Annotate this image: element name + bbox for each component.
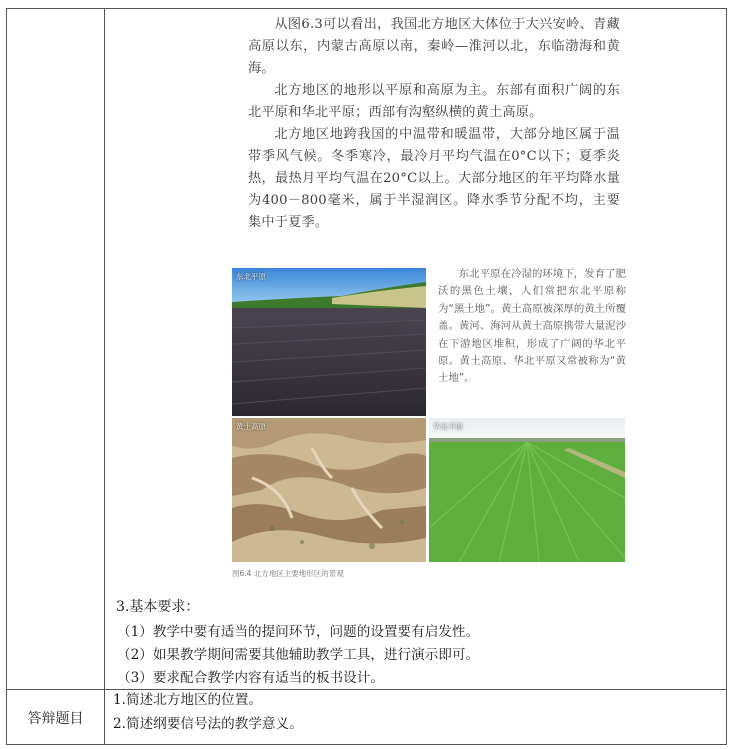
photo-tag: 黄土高原 <box>236 422 266 431</box>
photo-tag: 东北平原 <box>236 272 266 281</box>
requirement-item: （1）教学中要有适当的提问环节，问题的设置要有启发性。 <box>117 624 480 640</box>
north-china-plain-photo <box>429 418 625 562</box>
northeast-plain-photo <box>232 268 426 416</box>
defense-question: 1.简述北方地区的位置。 <box>113 692 262 708</box>
requirement-item: （2）如果教学期间需要其他辅助教学工具，进行演示即可。 <box>117 647 480 663</box>
textbook-paragraph: 北方地区地跨我国的中温带和暖温带，大部分地区属于温带季风气候。冬季寒冷，最冷月平均气温在0°C以下；夏季炎热，最热月平均气温在20°C以上。大部分地区的年平均降水量为400－800毫米，属于半湿润区。降水季节分配不均，主要集中于夏季。 <box>248 127 620 230</box>
defense-label: 答辩题目 <box>27 710 84 727</box>
requirements-title: 3.基本要求： <box>116 599 200 615</box>
photo-tag: 华北平原 <box>433 422 463 431</box>
photo-description: 东北平原在冷湿的环境下，发育了肥沃的黑色土壤，人们常把东北平原称为“黑土地”。黄土高原被深厚的黄土所覆盖。黄河、海河从黄土高原携带大量泥沙在下游地区堆积，形成了广阔的华北平原。黄土高原、华北平原又常被称为“黄土地”。 <box>438 268 626 385</box>
defense-question: 2.简述纲要信号法的教学意义。 <box>113 716 303 732</box>
figure-caption: 图6.4 北方地区主要地形区的景观 <box>232 569 344 578</box>
loess-plateau-photo <box>232 418 426 562</box>
column-divider <box>104 9 105 744</box>
requirement-item: （3）要求配合教学内容有适当的板书设计。 <box>117 670 384 686</box>
textbook-paragraph: 北方地区的地形以平原和高原为主。东部有面积广阔的东北平原和华北平原；西部有沟壑纵横的黄土高原。 <box>248 83 620 120</box>
textbook-paragraph: 从图6.3可以看出，我国北方地区大体位于大兴安岭、青藏高原以东，内蒙古高原以南，秦岭—淮河以北，东临渤海和黄海。 <box>248 17 620 76</box>
